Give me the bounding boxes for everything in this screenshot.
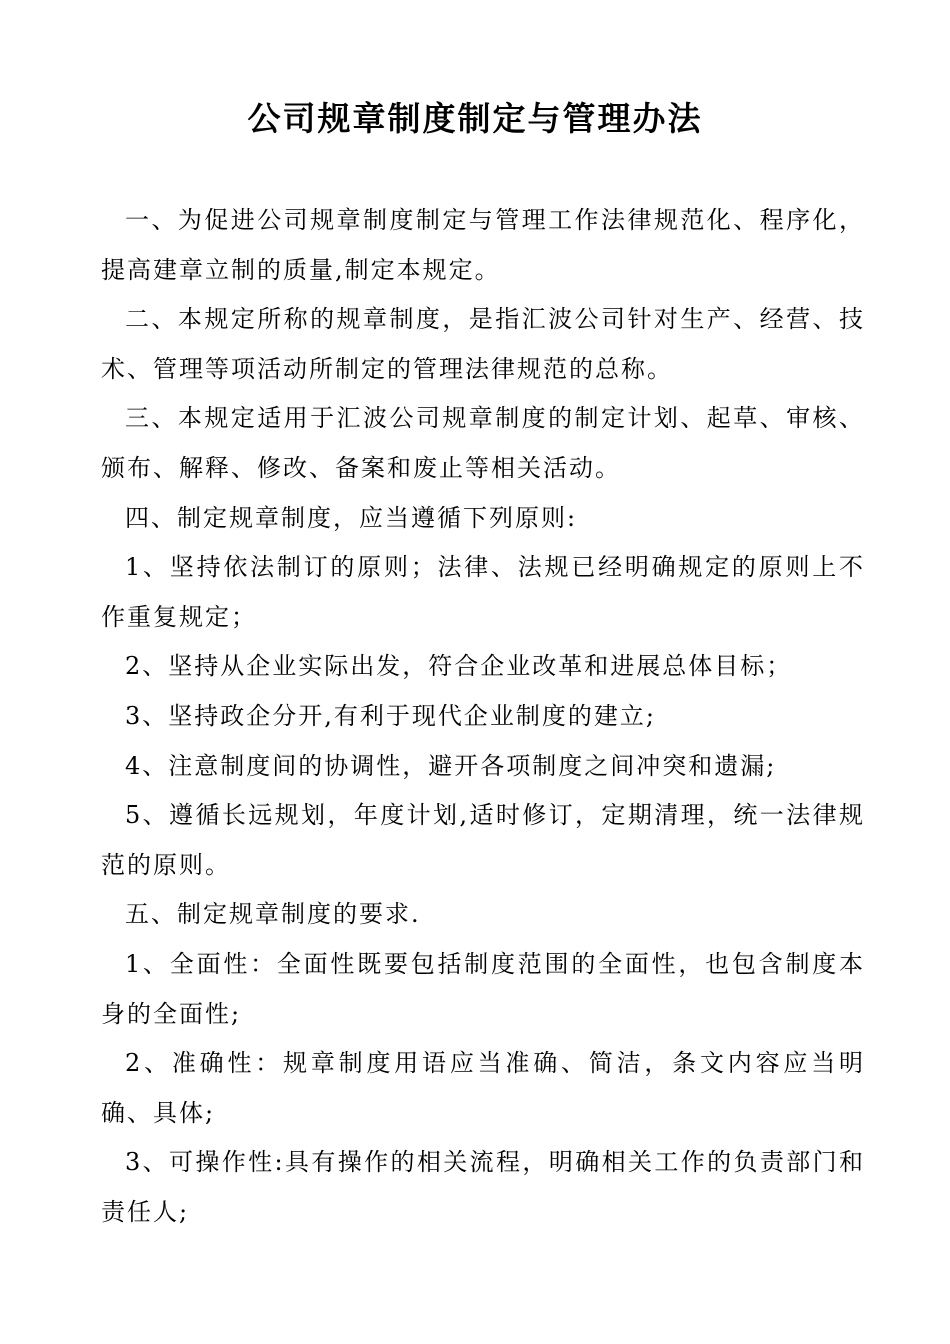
paragraph-7: 3、坚持政企分开,有利于现代企业制度的建立; xyxy=(125,701,656,730)
document-title: 公司规章制度制定与管理办法 xyxy=(247,99,703,138)
paragraph-11: 1、全面性：全面性既要包括制度范围的全面性，也包含制度本身的全面性; xyxy=(101,949,865,1028)
paragraph-13: 3、可操作性:具有操作的相关流程，明确相关工作的负责部门和责任人; xyxy=(101,1148,865,1226)
paragraph-8: 4、注意制度间的协调性，避开各项制度之间冲突和遗漏; xyxy=(125,751,777,780)
paragraph-4: 四、制定规章制度，应当遵循下列原则: xyxy=(125,503,578,532)
paragraph-12: 2、准确性：规章制度用语应当准确、简洁，条文内容应当明确、具体; xyxy=(101,1049,865,1127)
paragraph-2: 二、本规定所称的规章制度，是指汇波公司针对生产、经营、技术、管理等项活动所制定的管理法律规范的总称。 xyxy=(101,305,865,383)
paragraph-3: 三、本规定适用于汇波公司规章制度的制定计划、起草、审核、颁布、解释、修改、备案和废止等相关活动。 xyxy=(101,404,865,482)
paragraph-9: 5、遵循长远规划，年度计划,适时修订，定期清理，统一法律规范的原则。 xyxy=(101,801,865,879)
paragraph-1: 一、为促进公司规章制度制定与管理工作法律规范化、程序化，提高建章立制的质量,制定本规定。 xyxy=(101,206,865,284)
paragraph-5: 1、坚持依法制订的原则；法律、法规已经明确规定的原则上不作重复规定； xyxy=(101,553,865,631)
paragraph-6: 2、坚持从企业实际出发，符合企业改革和进展总体目标； xyxy=(125,652,793,681)
document-body xyxy=(101,196,865,1237)
paragraph-10: 五、制定规章制度的要求. xyxy=(125,900,421,929)
